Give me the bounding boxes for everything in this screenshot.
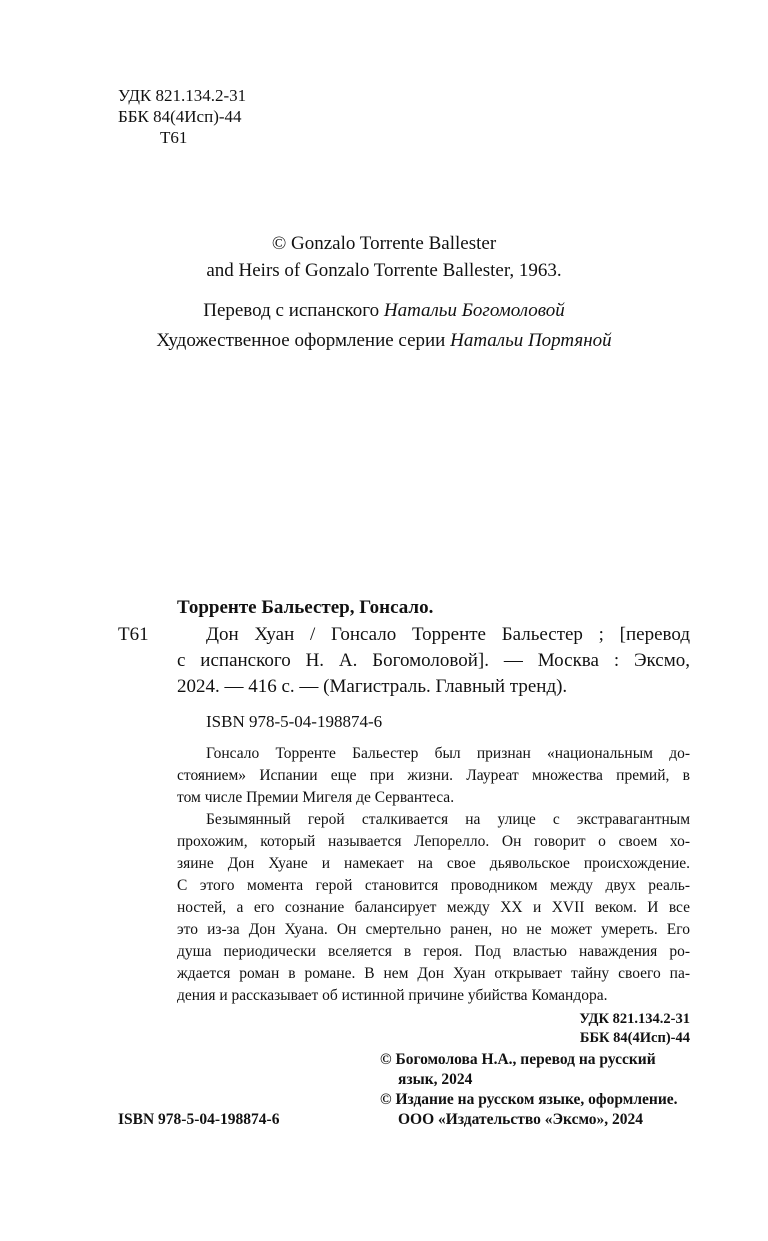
translation-copyright-line-2: язык, 2024 [398, 1071, 473, 1088]
bottom-isbn: ISBN 978-5-04-198874-6 [118, 1111, 280, 1128]
bbk-code: ББК 84(4Исп)-44 [118, 107, 242, 126]
annotation-line: прохожим, который называется Лепорелло. Он говорит о своем хо- [177, 833, 690, 850]
edition-copyright-line-1: © Издание на русском языке, оформление. [380, 1091, 678, 1108]
annotation-line: том числе Премии Мигеля де Сервантеса. [177, 789, 455, 806]
designer-name: Натальи Портяной [450, 330, 612, 351]
annotation-line: душа периодически вселяется в героя. Под властью наваждения ро- [177, 943, 690, 960]
catalog-code: Т61 [118, 624, 149, 645]
copyright-line-2: and Heirs of Gonzalo Torrente Ballester, 1963. [206, 260, 562, 281]
udk-code: УДК 821.134.2-31 [118, 86, 247, 105]
translation-copyright-line-1: © Богомолова Н.А., перевод на русский [380, 1051, 656, 1068]
annotation-line: С этого момента герой становится проводником между двух реаль- [177, 877, 690, 894]
catalog-line-1: Дон Хуан / Гонсало Торренте Бальестер ; [перевод [206, 624, 690, 645]
translator-name: Натальи Богомоловой [383, 300, 565, 321]
annotation-line: ждается роман в романе. В нем Дон Хуан открывает тайну своего па- [177, 965, 690, 982]
annotation-line: Безымянный герой сталкивается на улице с экстравагантным [206, 811, 690, 828]
catalog-line-2: с испанского Н. А. Богомоловой]. — Москва : Эксмо, [177, 650, 690, 671]
copyright-line-1: © Gonzalo Torrente Ballester [271, 233, 497, 254]
annotation-line: дения и рассказывает об истинной причине убийства Командора. [177, 987, 608, 1004]
design-prefix: Художественное оформление серии [156, 330, 451, 351]
translation-credit [0, 299, 768, 323]
annotation-line: стоянием» Испании еще при жизни. Лауреат множества премий, в [177, 767, 690, 784]
annotation-line: Гонсало Торренте Бальестер был признан «национальным до- [206, 745, 690, 762]
edition-copyright-line-2: ООО «Издательство «Эксмо», 2024 [398, 1111, 644, 1128]
design-credit [0, 329, 768, 353]
translation-prefix: Перевод с испанского [203, 300, 384, 321]
annotation-bbk: ББК 84(4Исп)-44 [579, 1030, 690, 1046]
catalog-isbn: ISBN 978-5-04-198874-6 [206, 712, 383, 731]
annotation-line: зяине Дон Хуане и намекает на свое дьявольское происхождение. [177, 855, 690, 872]
catalog-line-3: 2024. — 416 с. — (Магистраль. Главный тренд). [177, 676, 568, 697]
annotation-udk: УДК 821.134.2-31 [579, 1011, 690, 1027]
author-mark: Т61 [160, 128, 188, 147]
annotation-line: ностей, а его сознание балансирует между XX и XVII веком. И все [177, 899, 690, 916]
catalog-heading: Торренте Бальестер, Гонсало. [177, 597, 434, 618]
annotation-line: это из-за Дон Хуана. Он смертельно ранен, но не может умереть. Его [177, 921, 690, 938]
